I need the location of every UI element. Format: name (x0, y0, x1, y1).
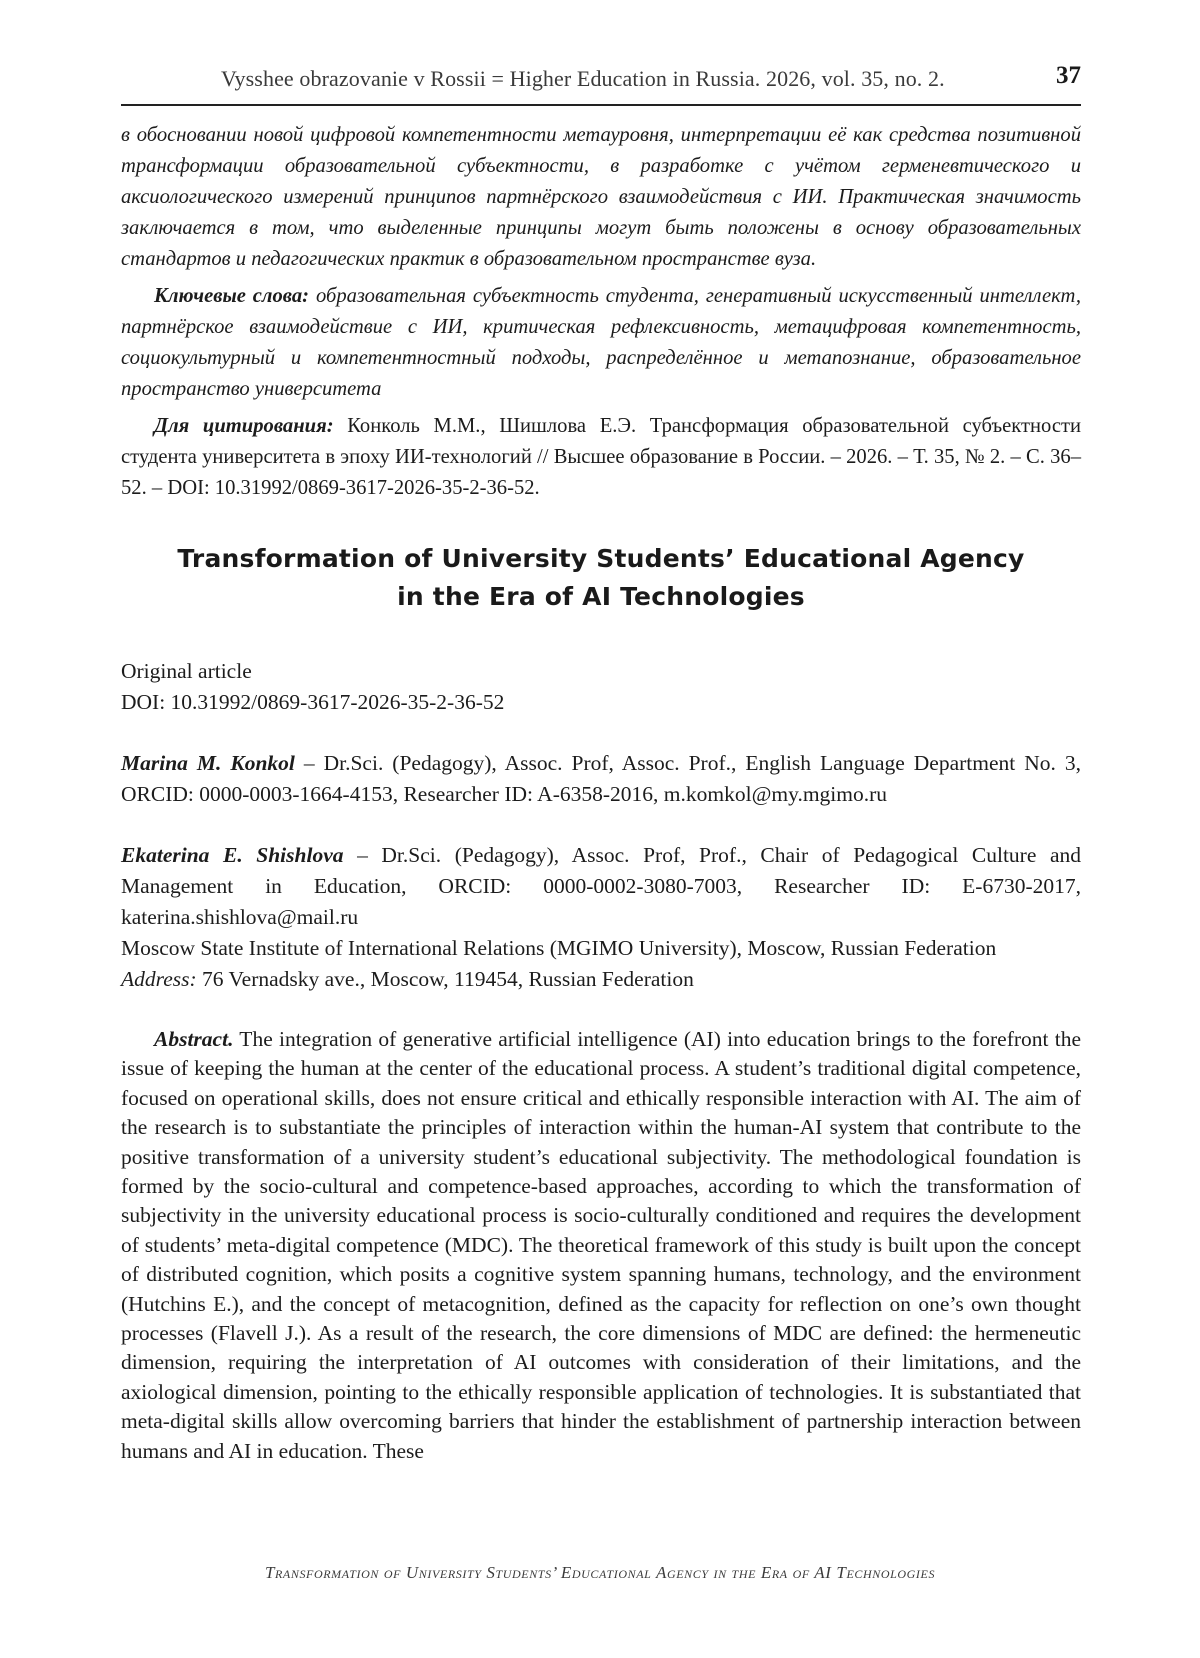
citation-text: Конколь М.М., Шишлова Е.Э. Трансформация образовательной субъектности студента университета в эпоху ИИ-технологий // Высшее образование в России. – 2026. – Т. 35, № 2. – С. 36–52. – DOI: 10.31992/0869-3617-2026-35-2-36-52. (121, 415, 1081, 499)
running-head (121, 60, 1081, 106)
abstract-text: The integration of generative artificial intelligence (AI) into education brings to the forefront the issue of keeping the human at the center of the educational process. A student’s traditional digital competence, focused on operational skills, does not ensure critical and ethically responsible interaction with AI. The aim of the research is to substantiate the principles of interaction within the human-AI system that contribute to the positive transformation of a university student’s educational subjectivity. The methodological foundation is formed by the socio-cultural and competence-based approaches, according to which the transformation of subjectivity in the university educational process is socio-culturally conditioned and requires the development of students’ meta-digital competence (MDC). The theoretical framework of this study is built upon the concept of distributed cognition, which posits a cognitive system spanning humans, technology, and the environment (Hutchins E.), and the concept of metacognition, defined as the capacity for reflection on one’s own thought processes (Flavell J.). As a result of the research, the core dimensions of MDC are defined: the hermeneutic dimension, requiring the interpretation of AI outcomes with consideration of their limitations, and the axiological dimension, pointing to the ethically responsible application of technologies. It is substantiated that meta-digital skills allow overcoming barriers that hinder the establishment of partnership interaction between humans and AI in education. These (121, 1027, 1081, 1463)
article-title (121, 540, 1081, 616)
author-2 (121, 840, 1081, 933)
keywords-label: Ключевые слова: (154, 285, 310, 307)
address-text: 76 Vernadsky ave., Moscow, 119454, Russian Federation (196, 967, 694, 991)
author-1 (121, 748, 1081, 810)
author-2-name: Ekaterina E. Shishlova (121, 843, 344, 867)
article-meta (121, 656, 1081, 718)
russian-keywords (121, 281, 1081, 405)
keywords-text: образовательная субъектность студента, генеративный искусственный интеллект, партнёрское взаимодействие с ИИ, критическая рефлексивность, метацифровая компетентность, социокультурный и компетентностный подходы, распределённое и метапознание, образовательное пространство университета (121, 285, 1081, 400)
authors-section (121, 748, 1081, 995)
address-label: Address: (121, 967, 197, 991)
author-1-name: Marina M. Konkol (121, 751, 295, 775)
citation-label: Для цитирования: (154, 415, 334, 437)
article-title-line-2: in the Era of AI Technologies (397, 582, 805, 611)
article-doi: DOI: 10.31992/0869-3617-2026-35-2-36-52 (121, 690, 505, 714)
author-1-details: – Dr.Sci. (Pedagogy), Assoc. Prof, Assoc. Prof., English Language Department No. 3, ORCID: 0000-0003-1664-4153, Researcher ID: A-6358-2016, m.komkol@my.mgimo.ru (121, 751, 1081, 806)
article-type: Original article (121, 659, 252, 683)
english-abstract (121, 1025, 1081, 1466)
page-number: 37 (1056, 62, 1081, 89)
abstract-label: Abstract. (154, 1027, 234, 1051)
article-title-line-1: Transformation of University Students’ Educational Agency (177, 544, 1025, 573)
running-footer: Transformation of University Students’ Educational Agency in the Era of AI Technologies (264, 1563, 936, 1582)
citation-block (121, 411, 1081, 504)
russian-abstract-section (121, 120, 1081, 504)
journal-page (121, 60, 1081, 1466)
author-2-details: – Dr.Sci. (Pedagogy), Assoc. Prof, Prof., Chair of Pedagogical Culture and Management in Education, ORCID: 0000-0002-3080-7003, Researcher ID: E-6730-2017, katerina.shishlova@mail.ru (121, 843, 1081, 929)
russian-abstract-continuation: в обосновании новой цифровой компетентности метауровня, интерпретации её как средства позитивной трансформации образовательной субъектности, в разработке с учётом герменевтического и аксиологического измерений принципов партнёрского взаимодействия с ИИ. Практическая значимость заключается в том, что выделенные принципы могут быть положены в основу образовательных стандартов и педагогических практик в образовательном пространстве вуза. (121, 124, 1081, 270)
journal-citation-header: Vysshee obrazovanie v Rossii = Higher Education in Russia. 2026, vol. 35, no. 2. (221, 66, 945, 91)
address (121, 964, 1081, 995)
affiliation: Moscow State Institute of International Relations (MGIMO University), Moscow, Russian Federation (121, 936, 997, 960)
